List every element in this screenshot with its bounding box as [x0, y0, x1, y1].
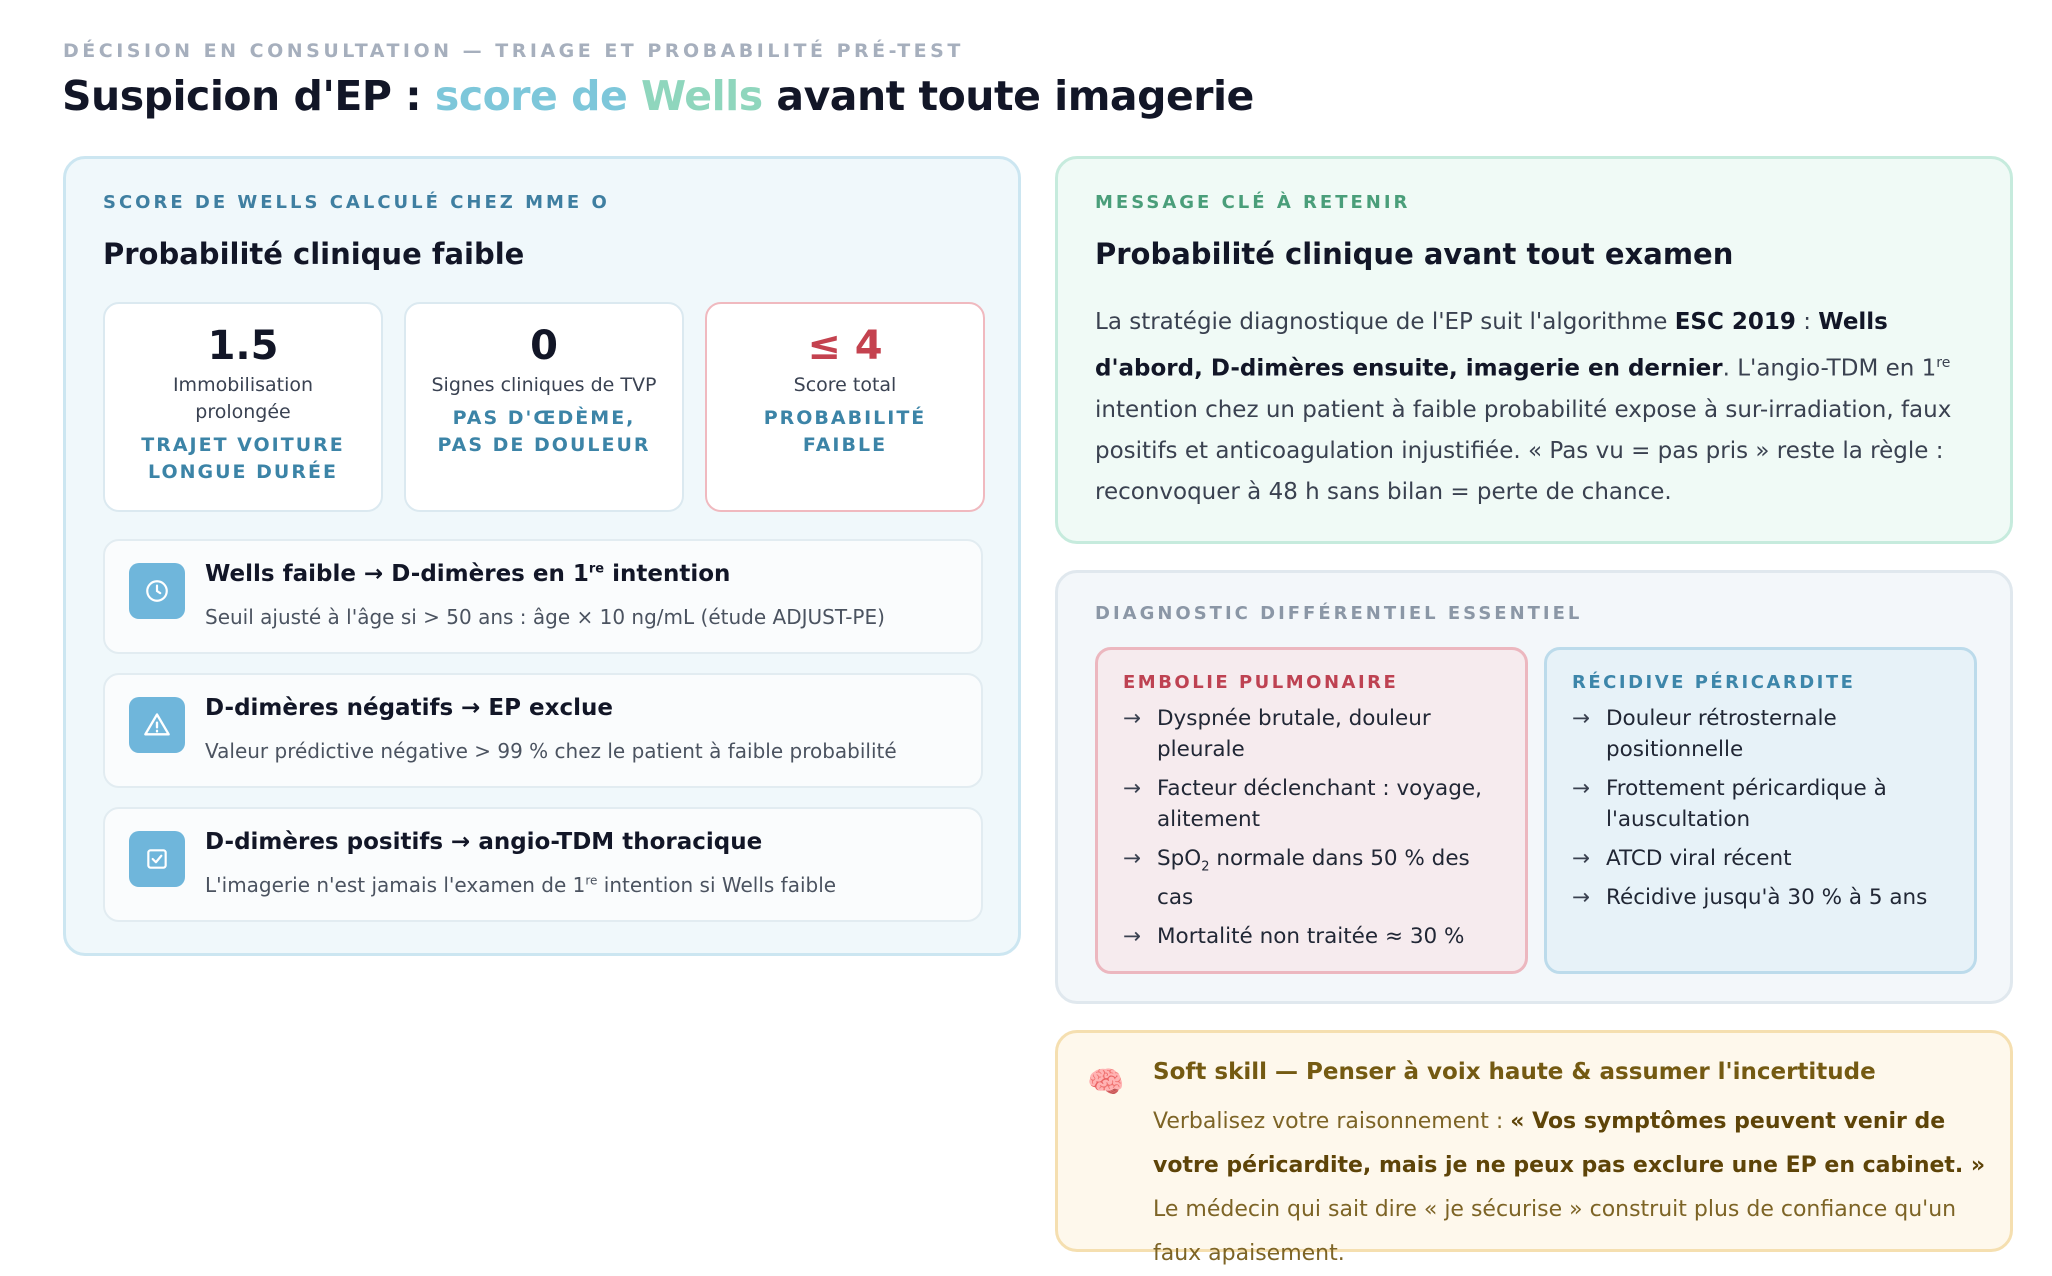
list-item: → Douleur rétrosternale positionnelle	[1572, 703, 1950, 765]
pe-heading: EMBOLIE PULMONAIRE	[1123, 672, 1399, 693]
arrow-icon: →	[1572, 846, 1591, 871]
key-message-card	[1055, 156, 2013, 544]
stat-immobilisation	[103, 302, 383, 512]
step-desc: Valeur prédictive négative > 99 % chez le patient à faible probabilité	[205, 739, 897, 763]
arrow-icon: →	[1572, 885, 1591, 910]
step-dd-positive	[103, 807, 983, 922]
wells-heading: Probabilité clinique faible	[103, 237, 525, 271]
soft-skill-title: Soft skill — Penser à voix haute & assumer l'incertitude	[1153, 1059, 1876, 1085]
key-heading: Probabilité clinique avant tout examen	[1095, 237, 1734, 271]
wells-section-label: SCORE DE WELLS CALCULÉ CHEZ MME O	[103, 192, 610, 213]
stat-total-score	[705, 302, 985, 512]
pericarditis-heading: RÉCIDIVE PÉRICARDITE	[1572, 672, 1856, 693]
step-dd-negative	[103, 673, 983, 788]
stat-sub: PROBABILITÉ FAIBLE	[763, 407, 927, 456]
stat-value: 0	[530, 323, 558, 369]
page-title: Suspicion d'EP : score de Wells avant toute imagerie	[62, 72, 1254, 120]
stat-value: ≤ 4	[807, 323, 883, 369]
arrow-icon: →	[1123, 776, 1142, 801]
stat-value: 1.5	[207, 323, 279, 369]
step-title: D-dimères positifs → angio-TDM thoracique	[205, 829, 763, 855]
check-square-icon	[129, 831, 185, 887]
list-item: → ATCD viral récent	[1572, 843, 1950, 874]
soft-skill-body: Verbalisez votre raisonnement : « Vos symptômes peuvent venir de votre péricardite, mais je ne peux pas exclure une EP en cabinet. » Le médecin qui sait dire « je sécurise » construit plus de confiance qu'un faux apaisement.	[1153, 1109, 1986, 1266]
arrow-icon: →	[1572, 776, 1591, 801]
list-item: → SpO$_2$ normale dans 50 % des cas	[1123, 843, 1501, 913]
step-title: Wells faible → D-dimères en 1re intention	[205, 561, 731, 587]
arrow-icon: →	[1123, 924, 1142, 950]
step-desc: L'imagerie n'est jamais l'examen de 1re intention si Wells faible	[205, 873, 837, 897]
key-section-label: MESSAGE CLÉ À RETENIR	[1095, 192, 1411, 213]
differential-card	[1055, 570, 2013, 1004]
list-item: → Dyspnée brutale, douleur pleurale	[1123, 703, 1501, 765]
arrow-icon: →	[1123, 706, 1142, 731]
page-kicker: DÉCISION EN CONSULTATION — TRIAGE ET PROBABILITÉ PRÉ-TEST	[63, 40, 964, 62]
step-dd-first	[103, 539, 983, 654]
pe-column	[1095, 647, 1528, 974]
step-title: D-dimères négatifs → EP exclue	[205, 695, 613, 721]
arrow-icon: →	[1123, 846, 1142, 871]
list-item: → Mortalité non traitée ≈ 30 %	[1123, 921, 1501, 952]
stat-label: Signes cliniques de TVP	[431, 374, 657, 396]
clock-icon	[129, 563, 185, 619]
arrow-icon: →	[1572, 706, 1591, 731]
brain-icon: 🧠	[1087, 1065, 1125, 1100]
diff-section-label: DIAGNOSTIC DIFFÉRENTIEL ESSENTIEL	[1095, 603, 1583, 624]
stat-sub: TRAJET VOITURE LONGUE DURÉE	[141, 434, 345, 483]
wells-score-card	[63, 156, 1021, 956]
key-body: La stratégie diagnostique de l'EP suit l'algorithme ESC 2019 : Wells d'abord, D-dimères ensuite, imagerie en dernier. L'angio-TDM en 1re intention chez un patient à faible probabilité expose à sur-irradiation, faux positifs et anticoagulation injustifiée. « Pas vu = pas pris » reste la règle : reconvoquer à 48 h sans bilan = perte de chance.	[1095, 309, 1952, 505]
soft-skill-card	[1055, 1030, 2013, 1266]
stat-label: Immobilisation prolongée	[172, 374, 314, 423]
warning-icon	[129, 697, 185, 753]
list-item: → Frottement péricardique à l'auscultation	[1572, 773, 1950, 835]
stat-label: Score total	[793, 374, 897, 396]
step-desc: Seuil ajusté à l'âge si > 50 ans : âge × 10 ng/mL (étude ADJUST-PE)	[205, 605, 885, 629]
stat-sub: PAS D'ŒDÈME, PAS DE DOULEUR	[437, 407, 651, 456]
stat-tvp-signs	[404, 302, 684, 512]
list-item: → Récidive jusqu'à 30 % à 5 ans	[1572, 882, 1950, 913]
pericarditis-column	[1544, 647, 1977, 974]
list-item: → Facteur déclenchant : voyage, alitement	[1123, 773, 1501, 835]
